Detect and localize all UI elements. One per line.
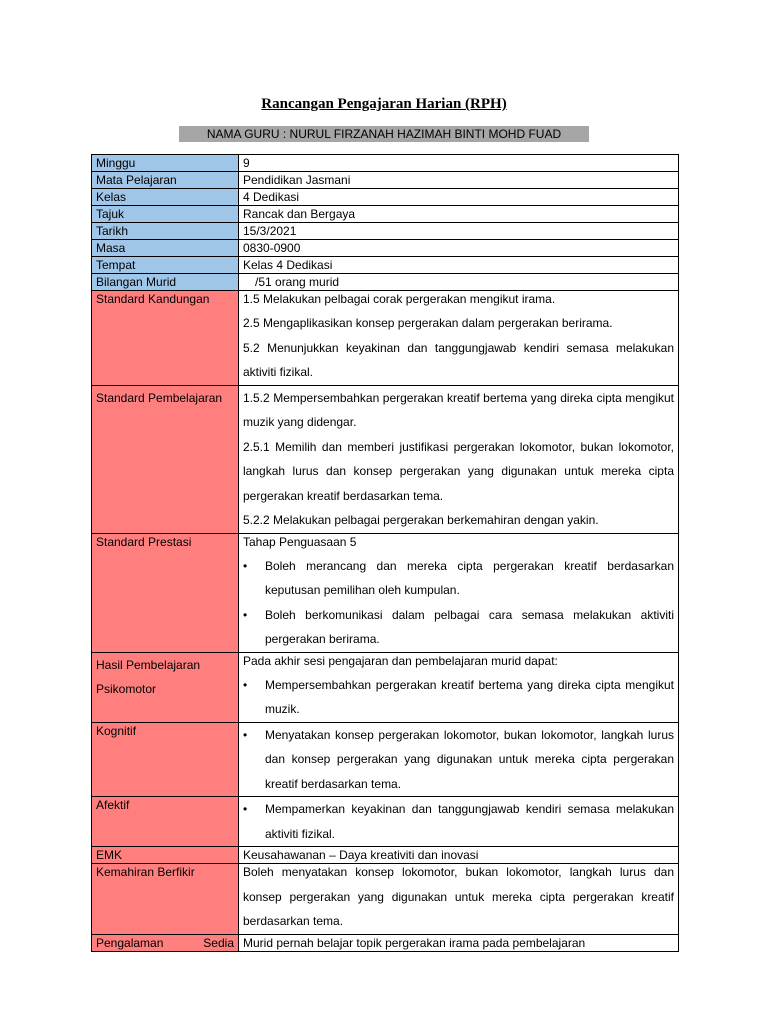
hasil-intro: Pada akhir sesi pengajaran dan pembelajaran murid dapat: [243, 653, 558, 668]
value-kemahiran-berfikir [239, 864, 679, 935]
value-kognitif [239, 722, 679, 797]
value-kelas: 4 Dedikasi [239, 189, 679, 206]
row-mata-pelajaran [92, 172, 679, 189]
row-minggu [92, 155, 679, 172]
bullet-text: Menyatakan konsep pergerakan lokomotor, bukan lokomotor, langkah lurus dan konsep pergerakan yang digunakan untuk mereka cipta pergerakan kreatif berdasarkan tema. [265, 727, 674, 791]
row-hasil-pembelajaran [92, 652, 679, 722]
value-masa: 0830-0900 [239, 240, 679, 257]
value-pengalaman-sedia: Murid pernah belajar topik pergerakan irama pada pembelajaran [239, 934, 679, 951]
label-masa: Masa [92, 240, 239, 257]
bullet-item [243, 797, 674, 846]
label-hasil-pembelajaran: Hasil Pembelajaran Psikomotor [92, 652, 239, 722]
label-mata-pelajaran: Mata Pelajaran [92, 172, 239, 189]
bullet-item [243, 673, 674, 722]
label-standard-prestasi: Standard Prestasi [92, 533, 239, 652]
bullet-text: Boleh merancang dan mereka cipta pergerakan kreatif berdasarkan keputusan pemilihan oleh kumpulan. [265, 558, 674, 597]
bullet-icon: • [243, 727, 248, 742]
bullet-icon: • [243, 558, 248, 573]
row-standard-prestasi [92, 533, 679, 652]
value-tempat: Kelas 4 Dedikasi [239, 257, 679, 274]
label-pengalaman-sedia [92, 934, 239, 951]
sk-item: 5.2 Menunjukkan keyakinan dan tanggungjawab kendiri semasa melakukan aktiviti fizikal. [243, 340, 674, 379]
sp-item: 1.5.2 Mempersembahkan pergerakan kreatif bertema yang direka cipta mengikut muzik yang didengar. [243, 390, 674, 429]
label-minggu: Minggu [92, 155, 239, 172]
label-kelas: Kelas [92, 189, 239, 206]
label-afektif: Afektif [92, 797, 239, 847]
row-bilangan-murid [92, 274, 679, 291]
value-standard-pembelajaran [239, 385, 679, 533]
kemahiran-text: Boleh menyatakan konsep lokomotor, bukan lokomotor, langkah lurus dan konsep pergerakan yang digunakan untuk mereka cipta pergerakan kreatif berdasarkan tema. [243, 865, 674, 928]
row-kelas [92, 189, 679, 206]
value-mata-pelajaran: Pendidikan Jasmani [239, 172, 679, 189]
row-afektif [92, 797, 679, 847]
label-tarikh: Tarikh [92, 223, 239, 240]
value-emk: Keusahawanan – Daya kreativiti dan inovasi [239, 847, 679, 864]
bullet-item [243, 603, 674, 652]
label-tempat: Tempat [92, 257, 239, 274]
value-tajuk: Rancak dan Bergaya [239, 206, 679, 223]
row-standard-pembelajaran [92, 385, 679, 533]
teacher-name-bar: NAMA GURU : NURUL FIRZANAH HAZIMAH BINTI MOHD FUAD [179, 126, 589, 142]
label-bilangan-murid: Bilangan Murid [92, 274, 239, 291]
prestasi-tahap: Tahap Penguasaan 5 [243, 534, 357, 549]
rph-table [91, 154, 679, 952]
bullet-icon: • [243, 677, 248, 692]
bullet-icon: • [243, 607, 248, 622]
value-bilangan-murid: /51 orang murid [239, 274, 679, 291]
bullet-text: Mempamerkan keyakinan dan tanggungjawab kendiri semasa melakukan aktiviti fizikal. [265, 802, 674, 841]
label-tajuk: Tajuk [92, 206, 239, 223]
label-standard-kandungan: Standard Kandungan [92, 291, 239, 386]
label-pengalaman: Pengalaman [96, 935, 164, 950]
label-sedia: Sedia [203, 935, 234, 950]
row-kognitif [92, 722, 679, 797]
bullet-icon: • [243, 802, 248, 816]
row-pengalaman-sedia [92, 934, 679, 951]
bullet-text: Boleh berkomunikasi dalam pelbagai cara semasa melakukan aktiviti pergerakan berirama. [265, 607, 674, 646]
row-standard-kandungan [92, 291, 679, 386]
label-standard-pembelajaran: Standard Pembelajaran [92, 385, 239, 533]
value-standard-prestasi [239, 533, 679, 652]
row-tajuk [92, 206, 679, 223]
bullet-text: Mempersembahkan pergerakan kreatif bertema yang direka cipta mengikut muzik. [265, 677, 674, 716]
label-emk: EMK [92, 847, 239, 864]
sk-item: 2.5 Mengaplikasikan konsep pergerakan dalam pergerakan berirama. [243, 316, 613, 330]
row-kemahiran-berfikir [92, 864, 679, 935]
document-title: Rancangan Pengajaran Harian (RPH) [261, 96, 507, 112]
row-tarikh [92, 223, 679, 240]
bullet-item [243, 554, 674, 603]
bullet-item [243, 723, 674, 797]
value-tarikh: 15/3/2021 [239, 223, 679, 240]
sk-item: 1.5 Melakukan pelbagai corak pergerakan mengikut irama. [243, 292, 556, 306]
sp-item: 5.2.2 Melakukan pelbagai pergerakan berkemahiran dengan yakin. [243, 513, 599, 527]
row-masa [92, 240, 679, 257]
value-standard-kandungan [239, 291, 679, 386]
label-kognitif: Kognitif [92, 722, 239, 797]
value-hasil-pembelajaran [239, 652, 679, 722]
label-kemahiran-berfikir: Kemahiran Berfikir [92, 864, 239, 935]
sp-item: 2.5.1 Memilih dan memberi justifikasi pergerakan lokomotor, bukan lokomotor, langkah lurus dan konsep pergerakan yang digunakan untuk mereka cipta pergerakan kreatif berdasarkan tema. [243, 439, 674, 503]
row-tempat [92, 257, 679, 274]
value-afektif [239, 797, 679, 847]
value-minggu: 9 [239, 155, 679, 172]
